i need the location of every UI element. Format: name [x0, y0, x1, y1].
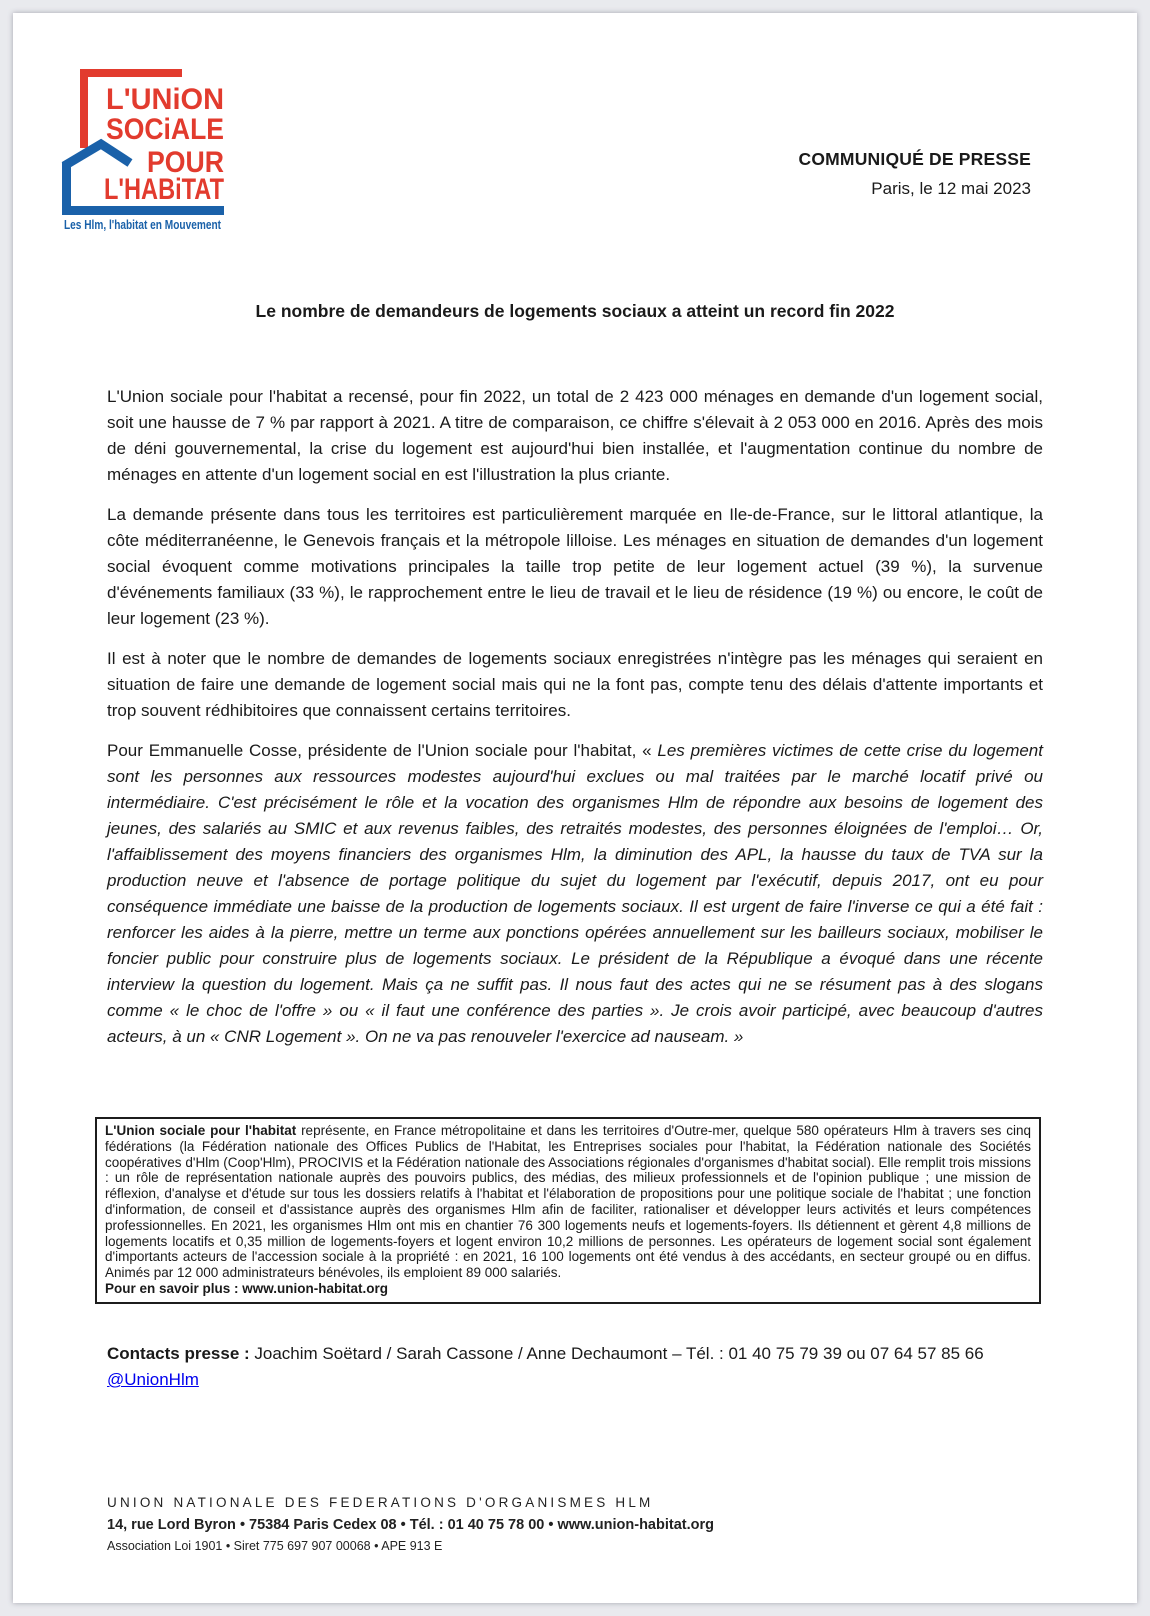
page-footer: [107, 1495, 1047, 1553]
paragraph-1: L'Union sociale pour l'habitat a recensé, pour fin 2022, un total de 2 423 000 ménages en demande d'un logement social, soit une hausse de 7 % par rapport à 2021. A titre de comparaison, ce chiffre s'élevait à 2 053 000 en 2016. Après des mois de déni gouvernemental, la crise du logement est aujourd'hui bien installée, et l'augmentation continue du nombre de ménages en attente d'un logement social en est l'illustration la plus criante.: [107, 387, 1043, 484]
quote-intro: Pour Emmanuelle Cosse, présidente de l'Union sociale pour l'habitat, «: [107, 741, 658, 760]
boilerplate-body: représente, en France métropolitaine et dans les territoires d'Outre-mer, quelque 580 opérateurs Hlm à travers ses cinq fédérations (la Fédération nationale des Offices Publics de l'Habitat, les Entreprises sociales pour l'habitat, la Fédération nationale des Sociétés coopératives d'Hlm (Coop'Hlm), PROCIVIS et la Fédération nationale des Associations régionales d'organismes d'habitat social). Elle remplit trois missions : un rôle de représentation nationale auprès des pouvoirs publics, des médias, des milieux professionnels et de l'opinion publique ; une mission de réflexion, d'analyse et d'étude sur tous les dossiers relatifs à l'habitat et l'élaboration de propositions pour une politique sociale de l'habitat ; une fonction d'information, de conseil et d'assistance auprès des organismes Hlm afin de faciliter, rationaliser et développer leurs activités et leurs compétences professionnelles. En 2021, les organismes Hlm ont mis en chantier 76 300 logements neufs et logements-foyers. Ils détiennent et gèrent 4,8 millions de logements locatifs et 0,35 million de logements-foyers et logent environ 10,2 millions de personnes. Les opérateurs de logement social sont également d'importants acteurs de l'accession sociale à la propriété : en 2021, 16 100 logements ont été vendus à des accédants, en secteur groupé ou en diffus. Animés par 12 000 administrateurs bénévoles, ils emploient 89 000 salariés.: [105, 1123, 1031, 1281]
logo-bracket-top: [80, 69, 182, 77]
house-base-icon: [62, 206, 224, 215]
document-title: Le nombre de demandeurs de logements sociaux a atteint un record fin 2022: [255, 301, 895, 321]
contacts-names: Joachim Soëtard / Sarah Cassone / Anne Dechaumont – Tél. : 01 40 75 79 39 ou 07 64 57 85 66: [254, 1344, 984, 1363]
footer-address: 14, rue Lord Byron • 75384 Paris Cedex 08 • Tél. : 01 40 75 78 00 • www.union-habitat.org: [107, 1517, 714, 1533]
boilerplate-box: [95, 1117, 1041, 1304]
social-line: [107, 1367, 1043, 1393]
house-roof-icon: [64, 144, 130, 166]
paragraph-3: Il est à noter que le nombre de demandes de logements sociaux enregistrées n'intègre pas les ménages qui seraient en situation de faire une demande de logement social mais qui ne la font pas, compte tenu des délais d'attente importants et trop souvent rédhibitoires que connaissent certains territoires.: [107, 649, 1043, 720]
quote-paragraph: [107, 738, 1043, 1050]
paragraph-2: La demande présente dans tous les territoires est particulièrement marquée en Ile-de-France, sur le littoral atlantique, la côte méditerranéenne, le Genevois français et la métropole lilloise. Les ménages en situation de demandes d'un logement social évoquent comme motivations principales la taille trop petite de leur logement actuel (39 %), la survenue d'événements familiaux (33 %), le rapprochement entre le lieu de travail et le lieu de résidence (19 %) ou encore, le coût de leur logement (23 %).: [107, 505, 1043, 628]
contacts-line: [107, 1341, 1043, 1367]
logo-word-3: POUR: [147, 146, 225, 179]
logo-word-4: L'HABiTAT: [104, 173, 224, 206]
contacts-label: Contacts presse :: [107, 1344, 255, 1363]
logo-word-2: SOCiALE: [106, 113, 224, 146]
dateline: Paris, le 12 mai 2023: [871, 179, 1031, 198]
footer-org-name: UNION NATIONALE DES FEDERATIONS D'ORGANISMES HLM: [107, 1495, 654, 1510]
main-content: [107, 301, 1043, 1064]
twitter-handle-link[interactable]: @UnionHlm: [107, 1370, 199, 1389]
logo-bracket-left: [80, 69, 88, 148]
press-contacts: [107, 1341, 1043, 1393]
ush-logo: [57, 63, 307, 233]
press-header: [799, 149, 1032, 199]
logo-word-1: L'UNiON: [106, 83, 224, 116]
footer-legal: Association Loi 1901 • Siret 775 697 907 00068 • APE 913 E: [107, 1539, 443, 1553]
document-page: [13, 13, 1137, 1603]
boilerplate-lead: L'Union sociale pour l'habitat: [105, 1123, 297, 1138]
press-release-kicker: COMMUNIQUÉ DE PRESSE: [798, 149, 1031, 169]
logo-tagline: Les Hlm, l'habitat en Mouvement: [64, 217, 222, 232]
boilerplate-more-link: Pour en savoir plus : www.union-habitat.org: [105, 1280, 389, 1296]
quote-text: Les premières victimes de cette crise du logement sont les personnes aux ressources modestes aujourd'hui exclues ou mal traitées par le marché locatif privé ou intermédiaire. C'est précisément le rôle et la vocation des organismes Hlm de répondre aux besoins de logement des jeunes, des salariés au SMIC et aux revenus faibles, des retraités modestes, des personnes éloignées de l'emploi… Or, l'affaiblissement des moyens financiers des organismes Hlm, la diminution des APL, la hausse du taux de TVA sur la production neuve et l'absence de portage politique du sujet du logement par l'exécutif, depuis 2017, ont eu pour conséquence immédiate une baisse de la production de logements sociaux. Il est urgent de faire l'inverse ce qui a été fait : renforcer les aides à la pierre, mettre un terme aux ponctions opérées annuellement sur les bailleurs sociaux, mobiliser le foncier public pour construire plus de logements sociaux. Le président de la République a évoqué dans une récente interview la question du logement. Mais ça ne suffit pas. Il nous faut des actes qui ne se résument pas à des slogans comme « le choc de l'offre » ou « il faut une conférence des parties ». Je crois avoir participé, avec beaucoup d'autres acteurs, à un « CNR Logement ». On ne va pas renouveler l'exercice ad nauseam. »: [107, 741, 1043, 1046]
